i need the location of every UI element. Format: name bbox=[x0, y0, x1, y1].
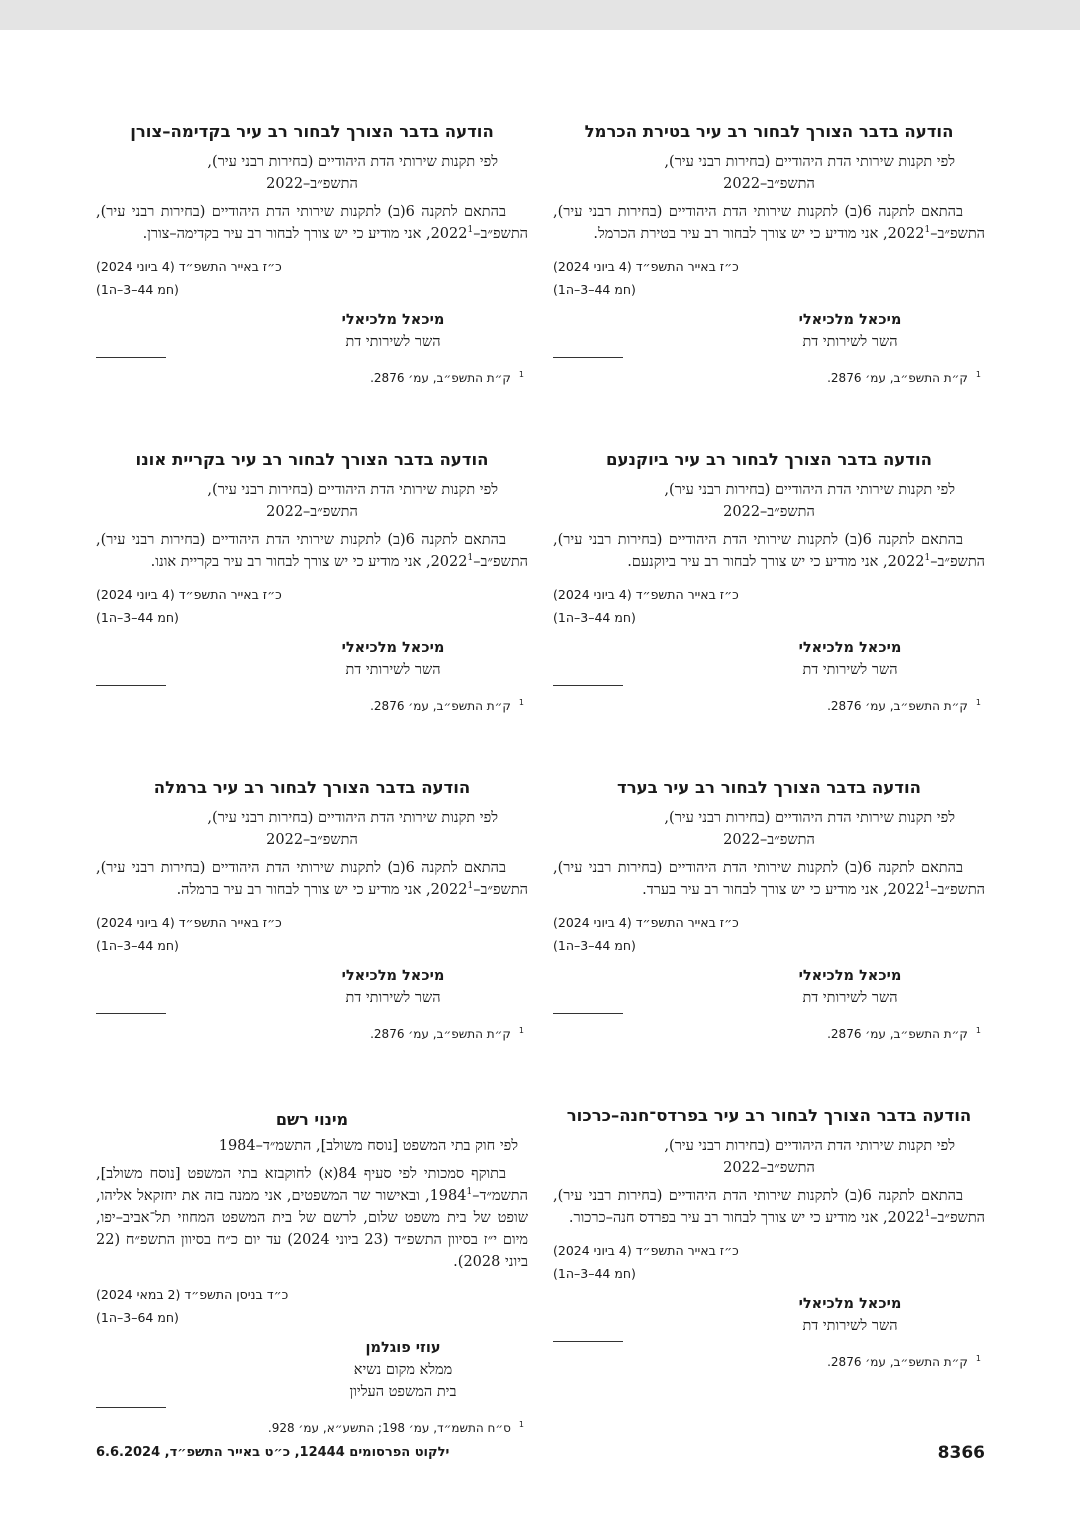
notice-ramla bbox=[96, 778, 528, 1096]
notice-body: בהתאם לתקנה 6(ב) לתקנות שירותי הדת היהודיים (בחירות רבני עיר), התשפ״ב–2022$^1$, אני מודיע כי יש צורך לבחור רב עיר ברמלה. bbox=[96, 860, 528, 898]
footnote: $^1$ק״ת התשפ״ב, עמ׳ 2876. bbox=[370, 370, 524, 385]
signer-title: השר לשירותי דת bbox=[802, 334, 898, 350]
notice-body: בהתאם לתקנה 6(ב) לתקנות שירותי הדת היהודיים (בחירות רבני עיר), התשפ״ב–2022$^1$, אני מודיע כי יש צורך לבחור רב עיר בערד. bbox=[553, 860, 985, 898]
notice-kadima-tzoran bbox=[96, 122, 528, 440]
notice-body: בהתאם לתקנה 6(ב) לתקנות שירותי הדת היהודיים (בחירות רבני עיר), התשפ״ב–2022$^1$, אני מודיע כי יש צורך לבחור רב עיר ביוקנעם. bbox=[553, 532, 985, 570]
notice-body: בהתאם לתקנה 6(ב) לתקנות שירותי הדת היהודיים (בחירות רבני עיר), התשפ״ב–2022$^1$, אני מודיע כי יש צורך לבחור רב עיר בטירת הכרמל. bbox=[553, 204, 985, 242]
signer-name: מיכאל מלכיאלי bbox=[798, 1296, 902, 1312]
signature-block bbox=[755, 1293, 945, 1337]
signature-block bbox=[755, 637, 945, 681]
footnote: $^1$ק״ת התשפ״ב, עמ׳ 2876. bbox=[370, 698, 524, 713]
signer-title: השר לשירותי דת bbox=[345, 662, 441, 678]
notice-date: כ״ז באייר התשפ״ד (4 ביוני 2024) bbox=[553, 1243, 739, 1258]
publication-info: ילקוט הפרסומים 12444, כ״ט באייר התשפ״ד, 6.6.2024 bbox=[96, 1445, 450, 1460]
footnote-rule bbox=[553, 1341, 623, 1342]
notice-ref: (חמ 44–3–ה1) bbox=[96, 610, 179, 625]
notice-yokneam bbox=[553, 450, 985, 768]
notice-arad bbox=[553, 778, 985, 1096]
signer-title: השר לשירותי דת bbox=[345, 990, 441, 1006]
notice-date: כ״ז באייר התשפ״ד (4 ביוני 2024) bbox=[96, 587, 282, 602]
signature-block bbox=[298, 965, 488, 1009]
appointment-date: כ״ד בניסן התשפ״ד (2 במאי 2024) bbox=[96, 1287, 289, 1302]
signer-title: השר לשירותי דת bbox=[345, 334, 441, 350]
page-number: 8366 bbox=[937, 1443, 985, 1463]
right-column bbox=[553, 112, 985, 1406]
notice-title: הודעה בדבר הצורך לבחור רב עיר ברמלה bbox=[153, 778, 471, 797]
notice-body: בהתאם לתקנה 6(ב) לתקנות שירותי הדת היהודיים (בחירות רבני עיר), התשפ״ב–2022$^1$, אני מודיע כי יש צורך לבחור רב עיר בקריית אונו. bbox=[96, 532, 528, 570]
notice-pardes-hanna-karkur bbox=[553, 1106, 985, 1406]
signer-name: מיכאל מלכיאלי bbox=[798, 312, 902, 328]
footnote: $^1$ק״ת התשפ״ב, עמ׳ 2876. bbox=[370, 1026, 524, 1041]
notice-date: כ״ז באייר התשפ״ד (4 ביוני 2024) bbox=[553, 915, 739, 930]
footnote: $^1$ק״ת התשפ״ב, עמ׳ 2876. bbox=[827, 370, 981, 385]
footnote: $^1$ק״ת התשפ״ב, עמ׳ 2876. bbox=[827, 1354, 981, 1369]
appointment-title: מינוי רשם bbox=[275, 1110, 349, 1129]
notice-body: בהתאם לתקנה 6(ב) לתקנות שירותי הדת היהודיים (בחירות רבני עיר), התשפ״ב–2022$^1$, אני מודיע כי יש צורך לבחור רב עיר בפרדס חנה–כרכור. bbox=[553, 1188, 985, 1226]
notice-ref: (חמ 44–3–ה1) bbox=[553, 282, 636, 297]
notice-title: הודעה בדבר הצורך לבחור רב עיר בקדימה–צורן bbox=[130, 122, 494, 141]
signer-title: ממלא מקום נשיא bbox=[353, 1362, 453, 1378]
notice-subtitle: לפי תקנות שירותי הדת היהודיים (בחירות רבני עיר), התשפ״ב–2022 bbox=[207, 154, 498, 192]
appointment-signature bbox=[328, 1337, 478, 1403]
page-footer bbox=[96, 1443, 985, 1465]
signer-name: מיכאל מלכיאלי bbox=[341, 968, 445, 984]
notice-date: כ״ז באייר התשפ״ד (4 ביוני 2024) bbox=[553, 587, 739, 602]
footnote-rule bbox=[553, 1013, 623, 1014]
notice-subtitle: לפי תקנות שירותי הדת היהודיים (בחירות רבני עיר), התשפ״ב–2022 bbox=[664, 482, 955, 520]
appointment-subtitle: לפי חוק בתי המשפט [נוסח משולב], התשמ״ד–1984 bbox=[218, 1138, 518, 1154]
signature-block bbox=[298, 637, 488, 681]
signature-block bbox=[755, 309, 945, 353]
notice-ref: (חמ 44–3–ה1) bbox=[553, 610, 636, 625]
appointment-body: בתוקף סמכותי לפי סעיף 84(א) לחוקבזא בתי המשפט [נוסח משולב], התשמ״ד–1984$^1$, ובאישור שר המשפטים, אני ממנה בזה את יחזקאל אליהו, שופט של בית משפט שלום, לרשם של בית המשפט המחוזי תל־אביב–יפו, מיום י״ז בסיוון התשפ״ד (23 ביוני 2024) עד יום כ״ח בסיוון התשפ״ח (22 ביוני 2028). bbox=[96, 1166, 528, 1270]
notice-tirat-carmel bbox=[553, 122, 985, 440]
notice-title: הודעה בדבר הצורך לבחור רב עיר בטירת הכרמל bbox=[584, 122, 954, 141]
notice-subtitle: לפי תקנות שירותי הדת היהודיים (בחירות רבני עיר), התשפ״ב–2022 bbox=[664, 154, 955, 192]
signature-block bbox=[298, 309, 488, 353]
registrar-appointment bbox=[96, 1110, 528, 1439]
notice-date: כ״ז באייר התשפ״ד (4 ביוני 2024) bbox=[96, 915, 282, 930]
footnote: $^1$ס״ח התשמ״ד, עמ׳ 198; התשע״א, עמ׳ 928. bbox=[267, 1420, 524, 1435]
notice-title: הודעה בדבר הצורך לבחור רב עיר בפרדס־חנה–כרכור bbox=[566, 1106, 972, 1125]
notice-ref: (חמ 44–3–ה1) bbox=[553, 938, 636, 953]
signer-title: השר לשירותי דת bbox=[802, 990, 898, 1006]
footnote-rule bbox=[553, 685, 623, 686]
notice-title: הודעה בדבר הצורך לבחור רב עיר ביוקנעם bbox=[606, 450, 932, 469]
notice-subtitle: לפי תקנות שירותי הדת היהודיים (בחירות רבני עיר), התשפ״ב–2022 bbox=[207, 482, 498, 520]
notice-subtitle: לפי תקנות שירותי הדת היהודיים (בחירות רבני עיר), התשפ״ב–2022 bbox=[207, 810, 498, 848]
footnote-rule bbox=[96, 357, 166, 358]
signature-block bbox=[755, 965, 945, 1009]
notice-kiryat-ono bbox=[96, 450, 528, 768]
notice-subtitle: לפי תקנות שירותי הדת היהודיים (בחירות רבני עיר), התשפ״ב–2022 bbox=[664, 1138, 955, 1176]
top-gray-bar bbox=[0, 0, 1080, 30]
signer-title: השר לשירותי דת bbox=[802, 662, 898, 678]
notice-title: הודעה בדבר הצורך לבחור רב עיר בקריית אונו bbox=[135, 450, 489, 469]
footnote-rule bbox=[96, 1407, 166, 1408]
notice-subtitle: לפי תקנות שירותי הדת היהודיים (בחירות רבני עיר), התשפ״ב–2022 bbox=[664, 810, 955, 848]
signer-name: עוזי פוגלמן bbox=[365, 1340, 441, 1356]
appointment-ref: (חמ 64–3–ה1) bbox=[96, 1310, 179, 1325]
footnote-rule bbox=[96, 685, 166, 686]
footnote-rule bbox=[96, 1013, 166, 1014]
notice-ref: (חמ 44–3–ה1) bbox=[96, 938, 179, 953]
signer-name: מיכאל מלכיאלי bbox=[798, 640, 902, 656]
notice-ref: (חמ 44–3–ה1) bbox=[553, 1266, 636, 1281]
signer-name: מיכאל מלכיאלי bbox=[341, 640, 445, 656]
signer-name: מיכאל מלכיאלי bbox=[341, 312, 445, 328]
signer-name: מיכאל מלכיאלי bbox=[798, 968, 902, 984]
signer-title: השר לשירותי דת bbox=[802, 1318, 898, 1334]
notice-date: כ״ז באייר התשפ״ד (4 ביוני 2024) bbox=[553, 259, 739, 274]
notice-body: בהתאם לתקנה 6(ב) לתקנות שירותי הדת היהודיים (בחירות רבני עיר), התשפ״ב–2022$^1$, אני מודיע כי יש צורך לבחור רב עיר בקדימה–צורן. bbox=[96, 204, 528, 242]
signer-institution: בית המשפט העליון bbox=[349, 1384, 457, 1400]
notice-date: כ״ז באייר התשפ״ד (4 ביוני 2024) bbox=[96, 259, 282, 274]
footnote-rule bbox=[553, 357, 623, 358]
footnote: $^1$ק״ת התשפ״ב, עמ׳ 2876. bbox=[827, 698, 981, 713]
left-column bbox=[96, 112, 528, 1439]
notice-ref: (חמ 44–3–ה1) bbox=[96, 282, 179, 297]
footnote: $^1$ק״ת התשפ״ב, עמ׳ 2876. bbox=[827, 1026, 981, 1041]
notice-title: הודעה בדבר הצורך לבחור רב עיר בערד bbox=[617, 778, 921, 797]
